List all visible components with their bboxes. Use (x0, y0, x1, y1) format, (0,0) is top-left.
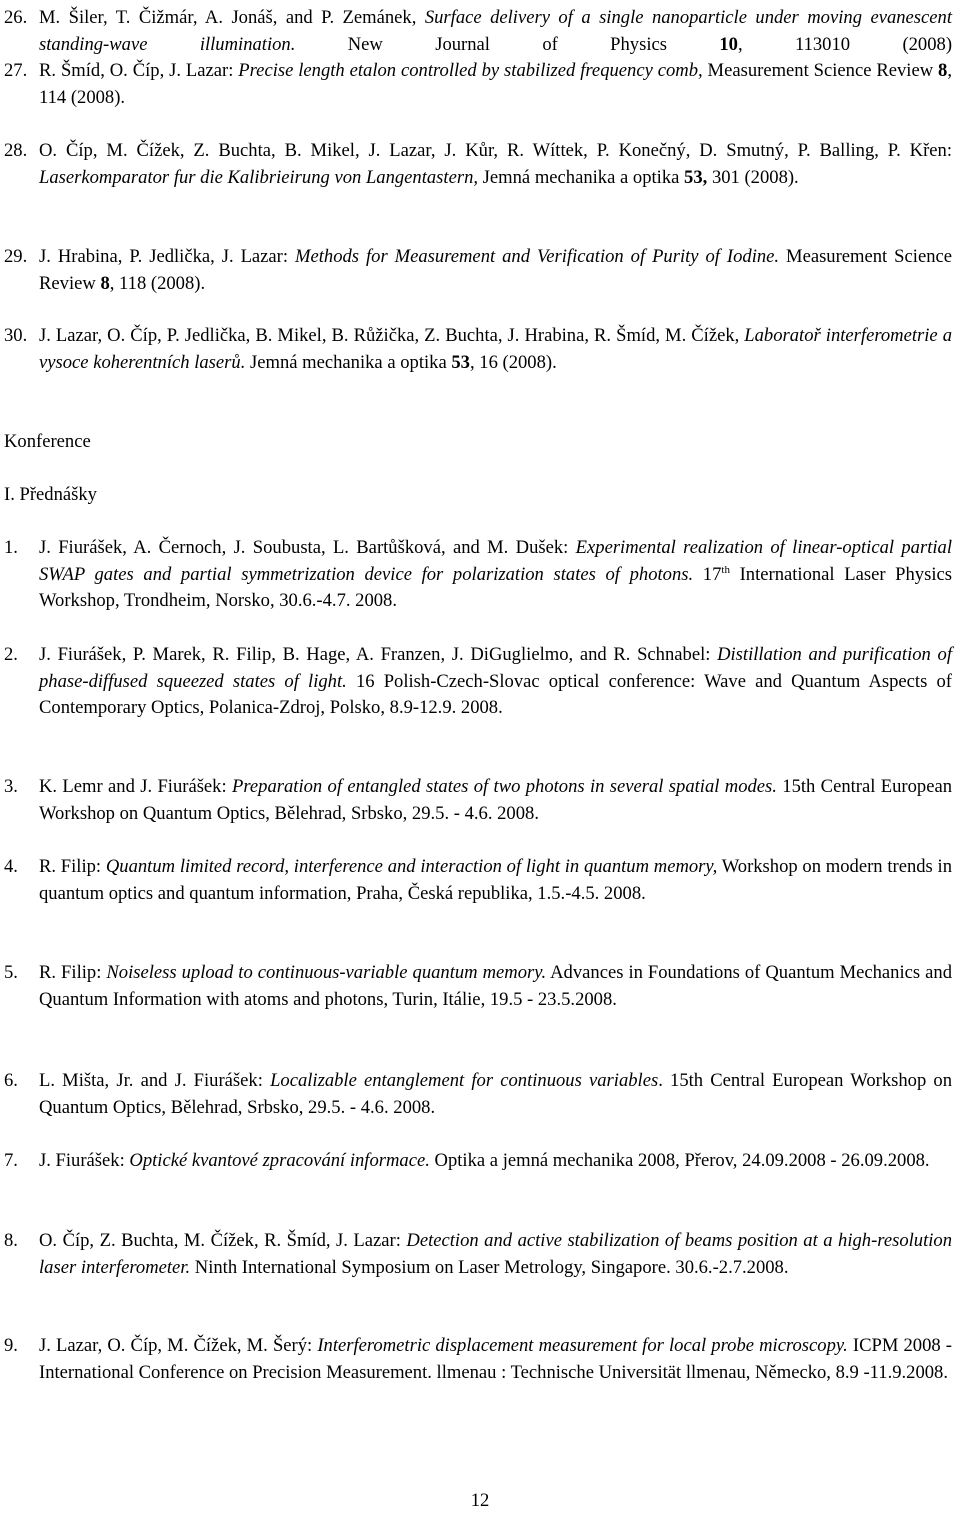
lecture-text (39, 642, 952, 722)
reference-details: 301 (2008). (707, 166, 799, 188)
reference-journal: Jemná mechanika a optika (245, 351, 452, 373)
lecture-title: Quantum limited record, interference and interaction of light in quantum memory, (105, 856, 718, 877)
lecture-authors: R. Filip: (39, 962, 107, 983)
reference-title: Surface delivery of a single nanoparticle under moving evanescent standing-wave illumination. (39, 7, 952, 55)
reference-number: 29. (4, 246, 28, 267)
lecture-number: 6. (4, 1070, 18, 1091)
reference-number: 30. (4, 325, 28, 346)
lecture-title: Preparation of entangled states of two photons in several spatial modes. (232, 776, 777, 797)
subsection-heading: I. Přednášky (4, 484, 97, 505)
lecture-title: Experimental realization of linear-optical partial SWAP gates and partial symmetrization device for polarization states of photons. (39, 537, 952, 585)
lecture-entry-7 (4, 1148, 952, 1175)
reference-title: Methods for Measurement and Verification of Purity of Iodine. (295, 246, 780, 267)
reference-text (39, 244, 952, 297)
reference-authors: R. Šmíd, O. Číp, J. Lazar: (39, 60, 239, 81)
reference-authors: O. Číp, M. Čížek, Z. Buchta, B. Mikel, J. Lazar, J. Kůr, R. Wíttek, P. Konečný, D. Smutný, P. Balling, P. Křen: (39, 140, 952, 161)
lecture-entry-8 (4, 1228, 952, 1281)
lecture-entry-3 (4, 774, 952, 827)
lecture-authors: J. Fiurášek, A. Černoch, J. Soubusta, L. Bartůšková, and M. Dušek: (39, 537, 576, 558)
lecture-authors: R. Filip: (39, 856, 106, 877)
lecture-venue: Workshop on modern trends in quantum optics and quantum information, Praha, Česká republika, 1.5.-4.5. 2008. (39, 856, 952, 904)
reference-volume: 8 (100, 272, 110, 294)
reference-volume: 8 (938, 60, 948, 81)
reference-authors: J. Lazar, O. Číp, P. Jedlička, B. Mikel, B. Růžička, Z. Buchta, J. Hrabina, R. Šmíd, M. Čížek, (39, 325, 745, 346)
reference-journal: New Journal of Physics (295, 33, 720, 55)
lecture-text (39, 535, 952, 615)
lecture-text (39, 960, 952, 1013)
lecture-authors: K. Lemr and J. Fiurášek: (39, 776, 232, 797)
lecture-authors: J. Fiurášek, P. Marek, R. Filip, B. Hage, A. Franzen, J. DiGuglielmo, and R. Schnabel: (39, 644, 718, 665)
ordinal-suffix: th (721, 563, 730, 576)
reference-volume: 53 (451, 351, 470, 373)
reference-number: 26. (4, 7, 28, 28)
reference-entry-30 (4, 323, 952, 376)
lecture-number: 5. (4, 962, 18, 983)
reference-text (39, 323, 952, 376)
lecture-edition: 17 (693, 563, 722, 585)
lecture-number: 1. (4, 537, 18, 558)
reference-authors: J. Hrabina, P. Jedlička, J. Lazar: (39, 246, 295, 267)
reference-journal: Measurement Science Review (702, 60, 939, 81)
lecture-number: 3. (4, 776, 18, 797)
lecture-text (39, 774, 952, 827)
lecture-authors: J. Lazar, O. Číp, M. Čížek, M. Šerý: (39, 1335, 318, 1356)
reference-entry-28 (4, 138, 952, 191)
lecture-number: 9. (4, 1335, 18, 1356)
reference-title: Laserkomparator fur die Kalibrieirung von Langentastern, (39, 166, 479, 188)
lecture-title: Detection and active stabilization of beams position at a high-resolution laser interferometer. (39, 1230, 953, 1278)
lecture-venue: . 15th Central European Workshop on Quantum Optics, Bělehrad, Srbsko, 29.5. - 4.6. 2008. (39, 1070, 953, 1118)
lecture-text (39, 1228, 952, 1281)
lecture-venue: International Laser Physics Workshop, Trondheim, Norsko, 30.6.-4.7. 2008. (39, 563, 952, 611)
lecture-title: Interferometric displacement measurement for local probe microscopy. (317, 1335, 848, 1356)
lecture-entry-1 (4, 535, 952, 615)
reference-title: Precise length etalon controlled by stabilized frequency comb, (238, 60, 703, 81)
reference-details: , 118 (2008). (109, 272, 206, 294)
reference-details: , 16 (2008). (469, 351, 557, 373)
lecture-title: Localizable entanglement for continuous variables (270, 1070, 659, 1091)
reference-title: Laboratoř interferometrie a vysoce koherentních laserů. (39, 325, 952, 373)
reference-text (39, 5, 952, 58)
reference-volume: 10 (719, 33, 738, 55)
lecture-authors: L. Mišta, Jr. and J. Fiurášek: (39, 1070, 271, 1091)
lecture-text (39, 854, 952, 907)
lecture-title: Distillation and purification of phase-diffused squeezed states of light. (39, 644, 952, 692)
lecture-text (39, 1333, 952, 1386)
reference-text (39, 138, 952, 191)
lecture-entry-5 (4, 960, 952, 1013)
reference-text (39, 58, 952, 111)
reference-journal: Jemná mechanika a optika (478, 166, 685, 188)
lecture-venue: Ninth International Symposium on Laser Metrology, Singapore. 30.6.-2.7.2008. (190, 1256, 789, 1278)
lecture-venue: 16 Polish-Czech-Slovac optical conference: Wave and Quantum Aspects of Contemporary Optics, Polanica-Zdroj, Polsko, 8.9-12.9. 2008. (39, 670, 952, 718)
lecture-venue: Optika a jemná mechanika 2008, Přerov, 24.09.2008 - 26.09.2008. (429, 1150, 930, 1171)
reference-entry-27 (4, 58, 952, 111)
lecture-authors: O. Číp, Z. Buchta, M. Čížek, R. Šmíd, J. Lazar: (39, 1230, 407, 1251)
lecture-text (39, 1068, 952, 1121)
reference-details: , 114 (2008). (39, 60, 952, 108)
reference-volume: 53, (684, 166, 708, 188)
lecture-title: Optické kvantové zpracování informace. (129, 1150, 430, 1171)
lecture-entry-6 (4, 1068, 952, 1121)
lecture-number: 7. (4, 1150, 18, 1171)
lecture-number: 4. (4, 856, 18, 877)
lecture-venue: Advances in Foundations of Quantum Mechanics and Quantum Information with atoms and photons, Turin, Itálie, 19.5 - 23.5.2008. (39, 962, 952, 1010)
section-heading: Konference (4, 431, 91, 452)
reference-details: , 113010 (2008) (737, 33, 953, 55)
reference-number: 27. (4, 60, 28, 81)
lecture-number: 8. (4, 1230, 18, 1251)
reference-entry-29 (4, 244, 952, 297)
reference-number: 28. (4, 140, 28, 161)
lecture-text (39, 1148, 952, 1175)
lecture-number: 2. (4, 644, 18, 665)
reference-authors: M. Šiler, T. Čižmár, A. Jonáš, and P. Zemánek, (39, 7, 425, 28)
lecture-authors: J. Fiurášek: (39, 1150, 130, 1171)
lecture-title: Noiseless upload to continuous-variable quantum memory. (106, 962, 547, 983)
page-number: 12 (470, 1490, 490, 1511)
lecture-entry-4 (4, 854, 952, 907)
reference-entry-26 (4, 5, 952, 58)
reference-journal: Measurement Science Review (39, 246, 952, 294)
lecture-venue: 15th Central European Workshop on Quantum Optics, Bělehrad, Srbsko, 29.5. - 4.6. 2008. (39, 776, 952, 824)
lecture-venue: ICPM 2008 - International Conference on Precision Measurement. llmenau : Technische Universität llmenau, Německo, 8.9 -11.9.2008. (39, 1335, 952, 1383)
lecture-entry-9 (4, 1333, 952, 1386)
lecture-entry-2 (4, 642, 952, 722)
